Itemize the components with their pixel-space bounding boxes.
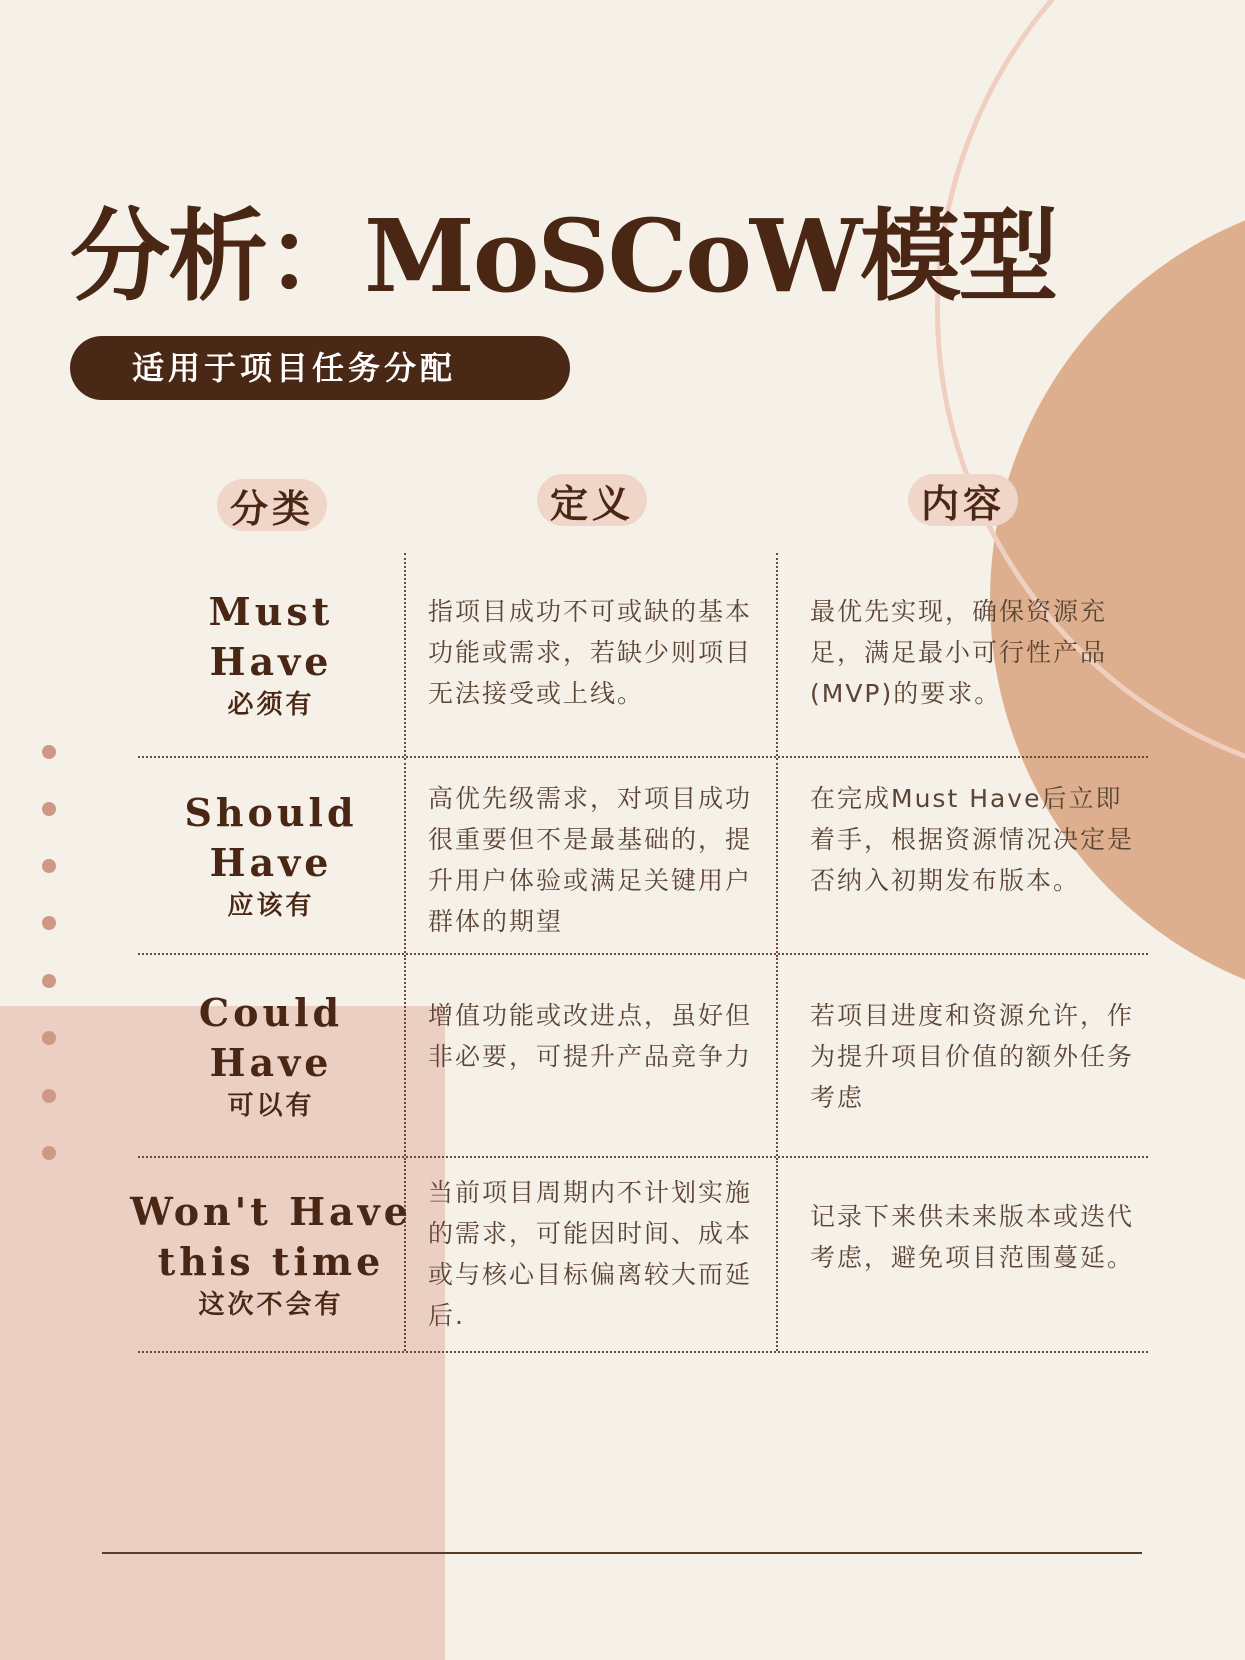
page-title: 分析：MoSCoW模型 (70, 197, 1057, 315)
subtitle-pill: 适用于项目任务分配 (70, 336, 570, 400)
content-text: 在完成Must Have后立即着手，根据资源情况决定是否纳入初期发布版本。 (810, 784, 1135, 895)
definition-cell (406, 955, 778, 1156)
table-row-could (138, 955, 1148, 1158)
category-zh: 必须有 (227, 689, 315, 720)
definition-text: 增值功能或改进点，虽好但非必要，可提升产品竞争力 (428, 1001, 753, 1071)
header-category-label: 分类 (229, 486, 314, 531)
definition-cell (406, 553, 778, 756)
dot (42, 1146, 56, 1160)
table-row-wont (130, 1158, 1148, 1353)
category-zh: 应该有 (227, 890, 315, 921)
category-en: Could (198, 989, 344, 1035)
dot (42, 916, 56, 930)
header-content (778, 465, 1148, 535)
category-cell (138, 758, 406, 953)
moscow-table (130, 553, 1148, 1353)
header-content-label: 内容 (920, 481, 1005, 526)
content-text: 最优先实现，确保资源充足，满足最小可行性产品(MVP)的要求。 (810, 597, 1108, 708)
dot (42, 974, 56, 988)
dot (42, 802, 56, 816)
definition-text: 高优先级需求，对项目成功很重要但不是最基础的，提升用户体验或满足关键用户群体的期望 (428, 784, 753, 936)
category-en: Have (209, 839, 333, 885)
definition-text: 当前项目周期内不计划实施的需求，可能因时间、成本或与核心目标偏离较大而延后. (428, 1178, 753, 1330)
category-zh: 这次不会有 (198, 1289, 344, 1320)
content-text: 记录下来供未来版本或迭代考虑，避免项目范围蔓延。 (810, 1202, 1135, 1272)
definition-cell (406, 1158, 778, 1351)
content-text: 若项目进度和资源允许，作为提升项目价值的额外任务考虑 (810, 1001, 1135, 1112)
dot (42, 745, 56, 759)
category-cell (138, 553, 406, 756)
table-row-should (138, 758, 1148, 955)
definition-text: 指项目成功不可或缺的基本功能或需求，若缺少则项目无法接受或上线。 (428, 597, 753, 708)
content-cell (778, 553, 1148, 756)
header-category (138, 470, 406, 540)
category-en: Have (209, 638, 333, 684)
category-cell (130, 1158, 412, 1351)
content-cell (778, 955, 1148, 1156)
header-definition (406, 465, 778, 535)
category-cell (138, 955, 406, 1156)
dot (42, 1031, 56, 1045)
header-definition-label: 定义 (549, 481, 634, 526)
content-cell (778, 1158, 1148, 1351)
table-row-must (138, 553, 1148, 758)
dot (42, 1089, 56, 1103)
category-en: Should (184, 789, 358, 835)
definition-cell (406, 758, 778, 953)
category-en: Must (208, 588, 334, 634)
content-cell (778, 758, 1148, 953)
bottom-divider (102, 1552, 1142, 1554)
category-en: Won't Have (130, 1188, 412, 1234)
dot (42, 859, 56, 873)
category-en: this time (157, 1238, 385, 1284)
category-zh: 可以有 (227, 1090, 315, 1121)
category-en: Have (209, 1039, 333, 1085)
